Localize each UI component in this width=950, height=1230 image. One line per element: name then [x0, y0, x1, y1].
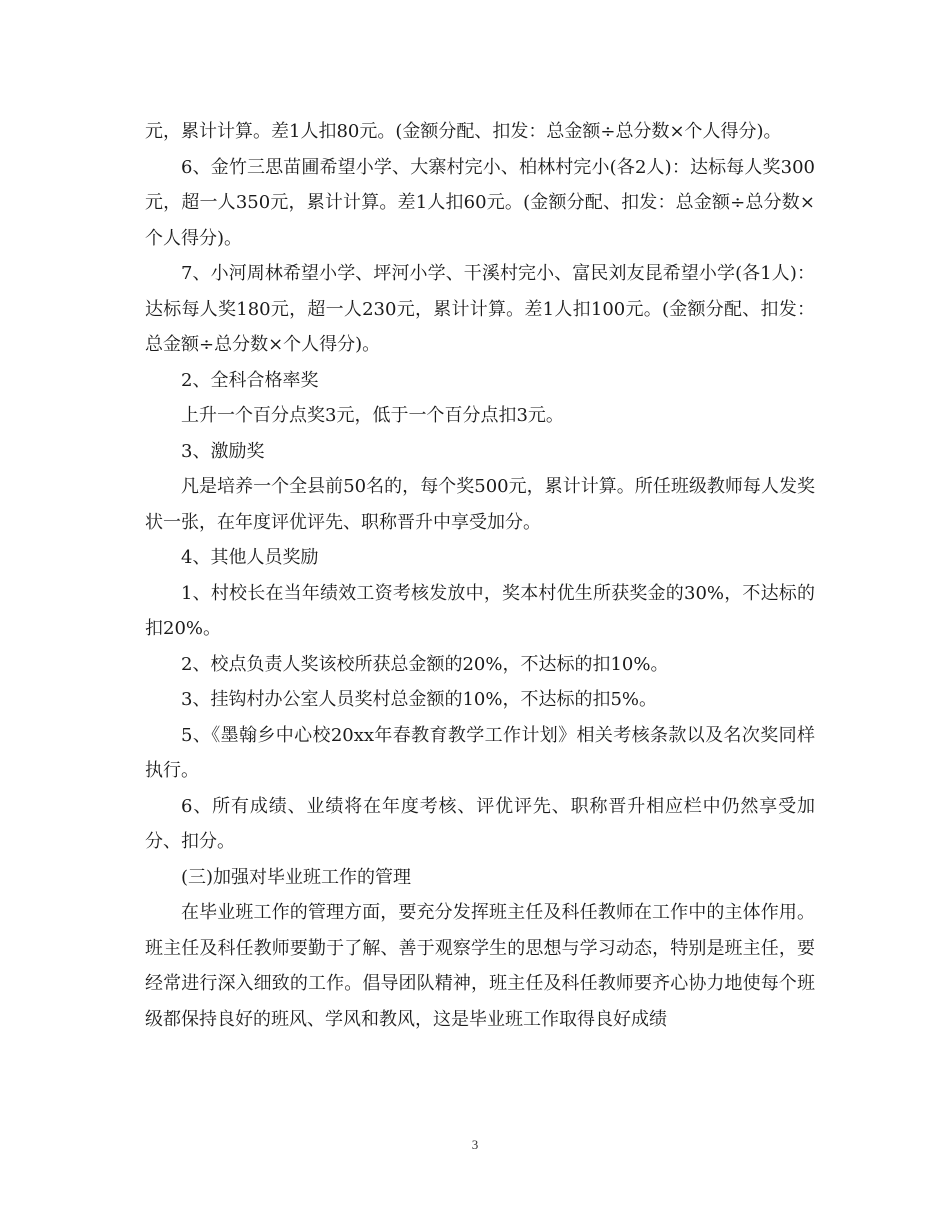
paragraph-1: 元，累计计算。差1人扣80元。(金额分配、扣发：总金额÷总分数×个人得分)。	[145, 121, 782, 142]
paragraph-7: 凡是培养一个全县前50名的，每个奖500元，累计计算。所任班级教师每人发奖状一张，在年度评优评先、职称晋升中享受加分。	[145, 476, 815, 533]
page-number: 3	[471, 1137, 479, 1152]
paragraph-15: 在毕业班工作的管理方面，要充分发挥班主任及科任教师在工作中的主体作用。班主任及科任教师要勤于了解、善于观察学生的思想与学习动态，特别是班主任，要经常进行深入细致的工作。倡导团队精神，班主任及科任教师要齐心协力地使每个班级都保持良好的班风、学风和教风，这是毕业班工作取得良好成绩	[145, 902, 815, 1030]
document-body	[145, 114, 815, 1037]
paragraph-2: 6、金竹三思苗圃希望小学、大寨村完小、柏林村完小(各2人)：达标每人奖300元，超一人350元，累计计算。差1人扣60元。(金额分配、扣发：总金额÷总分数×个人得分)。	[145, 156, 815, 249]
paragraph-13: 6、所有成绩、业绩将在年度考核、评优评先、职称晋升相应栏中仍然享受加分、扣分。	[145, 795, 815, 852]
paragraph-9: 1、村校长在当年绩效工资考核发放中，奖本村优生所获奖金的30%，不达标的扣20%。	[145, 582, 815, 639]
paragraph-10: 2、校点负责人奖该校所获总金额的20%，不达标的扣10%。	[181, 653, 669, 675]
paragraph-5: 上升一个百分点奖3元，低于一个百分点扣3元。	[181, 405, 564, 426]
section-heading-incentive: 3、激励奖	[181, 440, 265, 462]
paragraph-3: 7、小河周林希望小学、坪河小学、干溪村完小、富民刘友昆希望小学(各1人)：达标每人奖180元，超一人230元，累计计算。差1人扣100元。(金额分配、扣发：总金额÷总分数×个人得分)。	[145, 263, 815, 355]
section-heading-graduating-class: (三)加强对毕业班工作的管理	[181, 866, 412, 888]
paragraph-12: 5、《墨翰乡中心校20xx年春教育教学工作计划》相关考核条款以及名次奖同样执行。	[145, 724, 815, 781]
section-heading-other-staff: 4、其他人员奖励	[181, 547, 319, 568]
paragraph-11: 3、挂钩村办公室人员奖村总金额的10%，不达标的扣5%。	[181, 689, 658, 710]
section-heading-pass-rate: 2、全科合格率奖	[181, 369, 319, 391]
